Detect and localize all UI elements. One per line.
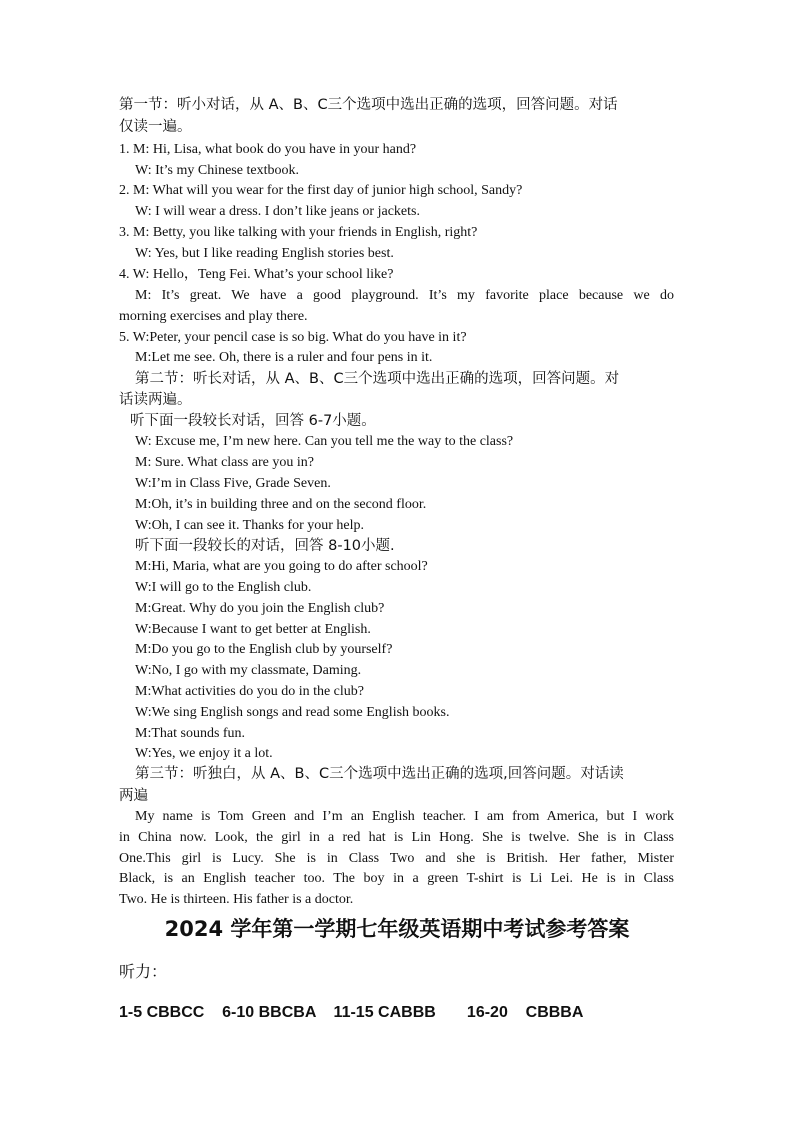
answer-key-title: 2024 学年第一学期七年级英语期中考试参考答案 — [164, 917, 630, 941]
section3-heading-cont: 两遍 — [119, 788, 148, 804]
dialogue-line: 4. W: Hello，Teng Fei. What’s your school like? — [119, 267, 394, 282]
dialogue-line: M:Let me see. Oh, there is a ruler and four pens in it. — [135, 350, 433, 365]
listening-answers: 1-5 CBBCC 6-10 BBCBA 11-15 CABBB 16-20 CBBBA — [119, 1004, 584, 1021]
dialogue-line: M:Oh, it’s in building three and on the second floor. — [135, 497, 427, 512]
dialogue2-intro: 听下面一段较长的对话，回答 8-10小题. — [135, 538, 395, 554]
listening-label: 听力： — [119, 962, 168, 981]
monologue-line: Two. He is thirteen. His father is a doctor. — [119, 892, 354, 907]
dialogue-line: W: I will wear a dress. I don’t like jeans or jackets. — [135, 204, 420, 219]
monologue-line: in China now. Look, the girl in a red hat is Lin Hong. She is twelve. She is in Class — [119, 830, 674, 845]
dialogue-line: 3. M: Betty, you like talking with your friends in English, right? — [119, 225, 478, 240]
dialogue-line: M: Sure. What class are you in? — [135, 455, 314, 470]
dialogue-line: W:Yes, we enjoy it a lot. — [135, 746, 273, 761]
dialogue-line: morning exercises and play there. — [119, 309, 308, 324]
dialogue1-intro: 听下面一段较长对话，回答 6-7小题。 — [130, 413, 376, 429]
dialogue-line: M: It’s great. We have a good playground. It’s my favorite place because we do — [135, 288, 674, 303]
dialogue-line: M:That sounds fun. — [135, 726, 246, 741]
monologue-line: My name is Tom Green and I’m an English teacher. I am from America, but I work — [135, 809, 674, 824]
dialogue-line: W: It’s my Chinese textbook. — [135, 163, 299, 178]
dialogue-line: 1. M: Hi, Lisa, what book do you have in your hand? — [119, 142, 417, 157]
section1-heading-cont: 仅读一遍。 — [119, 119, 192, 135]
dialogue-line: 5. W:Peter, your pencil case is so big. What do you have in it? — [119, 330, 467, 345]
dialogue-line: W:No, I go with my classmate, Daming. — [135, 663, 362, 678]
monologue-line: Black, is an English teacher too. The boy in a green T-shirt is Li Lei. He is in Class — [119, 871, 674, 886]
dialogue-line: W:We sing English songs and read some English books. — [135, 705, 450, 720]
section3-heading: 第三节：听独白，从 A、B、C三个选项中选出正确的选项,回答问题。对话读 — [135, 766, 624, 782]
dialogue-line: M:Do you go to the English club by yourself? — [135, 642, 393, 657]
dialogue-line: W:I will go to the English club. — [135, 580, 312, 595]
dialogue-line: W:Because I want to get better at English. — [135, 622, 371, 637]
dialogue-line: M:What activities do you do in the club? — [135, 684, 365, 699]
dialogue-line: M:Hi, Maria, what are you going to do after school? — [135, 559, 428, 574]
dialogue-line: W: Yes, but I like reading English stories best. — [135, 246, 394, 261]
dialogue-line: W:I’m in Class Five, Grade Seven. — [135, 476, 331, 491]
section2-heading: 第二节：听长对话，从 A、B、C三个选项中选出正确的选项，回答问题。对 — [135, 371, 620, 387]
section1-heading: 第一节：听小对话，从 A、B、C三个选项中选出正确的选项，回答问题。对话 — [119, 97, 618, 113]
dialogue-line: W:Oh, I can see it. Thanks for your help. — [135, 518, 364, 533]
dialogue-line: W: Excuse me, I’m new here. Can you tell me the way to the class? — [135, 434, 514, 449]
section2-heading-cont: 话读两遍。 — [119, 392, 192, 408]
dialogue-line: M:Great. Why do you join the English club? — [135, 601, 385, 616]
dialogue-line: 2. M: What will you wear for the first day of junior high school, Sandy? — [119, 183, 523, 198]
monologue-line: One.This girl is Lucy. She is in Class Two and she is British. Her father, Mister — [119, 851, 674, 866]
